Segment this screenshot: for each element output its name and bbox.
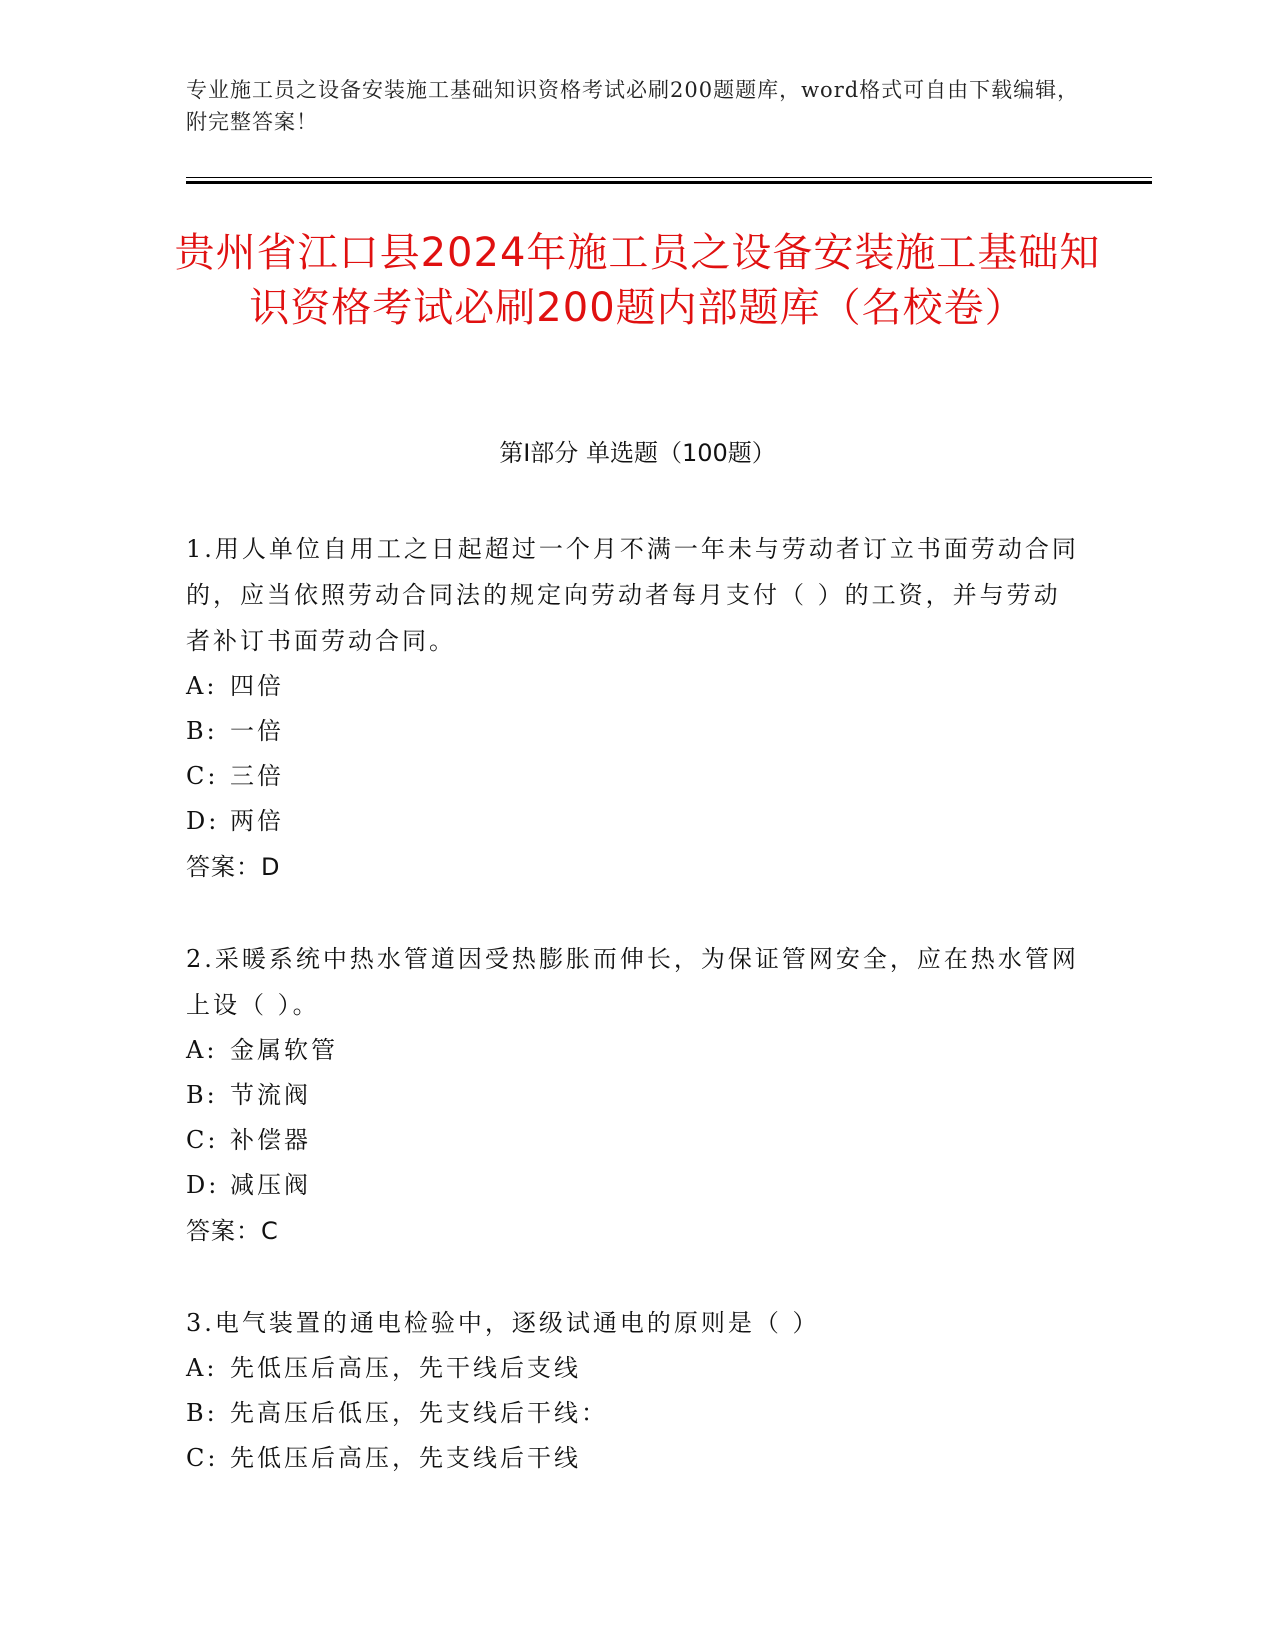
option-a [186, 664, 1086, 709]
option-d [186, 799, 1086, 844]
option-c [186, 1436, 1086, 1481]
section-title: 第Ⅰ部分 单选题（100题） [499, 439, 776, 467]
option-key: C: [186, 1444, 219, 1472]
option-text: 减压阀 [230, 1171, 311, 1199]
option-c [186, 754, 1086, 799]
option-key: B: [186, 1081, 218, 1109]
question-3 [186, 1300, 1086, 1481]
option-key: A: [186, 1036, 218, 1064]
option-text: 先低压后高压，先干线后支线 [230, 1354, 581, 1382]
option-a [186, 1028, 1086, 1073]
option-text: 两倍 [230, 807, 284, 835]
option-key: C: [186, 762, 219, 790]
question-2 [186, 936, 1086, 1254]
option-b [186, 1073, 1086, 1118]
answer-line: 答案：D [186, 853, 281, 881]
question-list [186, 526, 1086, 1527]
question-stem: 2.采暖系统中热水管道因受热膨胀而伸长，为保证管网安全，应在热水管网上设（ ）。 [186, 945, 1079, 1019]
question-stem: 1.用人单位自用工之日起超过一个月不满一年未与劳动者订立书面劳动合同的，应当依照劳动合同法的规定向劳动者每月支付（ ）的工资，并与劳动者补订书面劳动合同。 [186, 535, 1079, 655]
option-key: A: [186, 672, 218, 700]
header-rule-thick [186, 181, 1152, 184]
option-c [186, 1118, 1086, 1163]
question-1 [186, 526, 1086, 890]
option-text: 先高压后低压，先支线后干线： [230, 1399, 608, 1427]
option-key: B: [186, 1399, 218, 1427]
option-d [186, 1163, 1086, 1208]
option-text: 三倍 [230, 762, 284, 790]
option-key: B: [186, 717, 218, 745]
option-text: 节流阀 [230, 1081, 311, 1109]
option-key: D: [186, 807, 220, 835]
option-text: 先低压后高压，先支线后干线 [230, 1444, 581, 1472]
header-note: 专业施工员之设备安装施工基础知识资格考试必刷200题题库，word格式可自由下载编辑，附完整答案！ [186, 78, 1080, 134]
option-text: 补偿器 [230, 1126, 311, 1154]
option-key: D: [186, 1171, 220, 1199]
document-title: 贵州省江口县2024年施工员之设备安装施工基础知识资格考试必刷200题内部题库（名校卷） [174, 230, 1101, 331]
option-key: A: [186, 1354, 218, 1382]
option-text: 金属软管 [230, 1036, 338, 1064]
option-text: 四倍 [230, 672, 284, 700]
option-a [186, 1346, 1086, 1391]
answer-line: 答案：C [186, 1217, 279, 1245]
option-b [186, 709, 1086, 754]
option-text: 一倍 [230, 717, 284, 745]
question-stem: 3.电气装置的通电检验中，逐级试通电的原则是（ ） [186, 1309, 820, 1337]
option-b [186, 1391, 1086, 1436]
option-key: C: [186, 1126, 219, 1154]
header-rule-thin [186, 177, 1152, 178]
